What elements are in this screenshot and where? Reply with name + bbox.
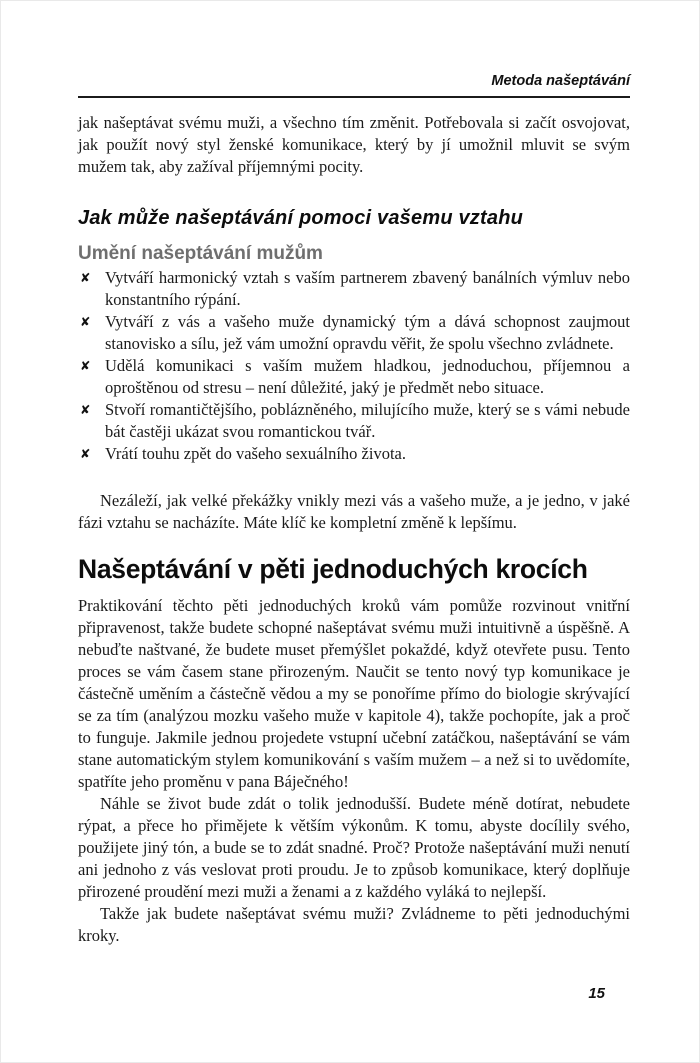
x-bullet-icon: ✘ — [80, 402, 91, 417]
list-item — [78, 399, 630, 443]
running-title: Metoda našeptávání — [491, 73, 630, 89]
list-item-text: Vytváří z vás a vašeho muže dynamický tým a dává schopnost zaujmout stanovisko a sílu, jež vám umožní opravdu věřit, že spolu všechno zvládnete. — [105, 312, 630, 353]
section-heading-how-whispering-helps: Jak může našeptávání pomoci vašemu vztahu — [78, 207, 524, 229]
section-heading-five-steps: Našeptávání v pěti jednoduchých krocích — [78, 554, 588, 584]
intro-paragraph: jak našeptávat svému muži, a všechno tím změnit. Potřebovala si začít osvojovat, jak použít nový styl ženské komunikace, který by jí umožnil mluvit se svým mužem tak, aby zažíval příjemnými pocity. — [78, 113, 630, 176]
paragraph: Náhle se život bude zdát o tolik jednodušší. Budete méně dotírat, nebudete rýpat, a přece ho přimějete k větším výkonům. K tomu, abyste docílily svého, použijete jiný tón, a bude se to zdát snadné. Proč? Protože našeptávání muži nenutí ani jednoho z vás veslovat proti proudu. Je to způsob komunikace, který doplňuje přirozené proudění mezi muži a ženami a z každého vyláká to nejlepší. — [78, 794, 630, 901]
x-bullet-icon: ✘ — [80, 270, 91, 285]
benefits-list — [78, 267, 630, 465]
x-bullet-icon: ✘ — [80, 314, 91, 329]
list-item-text: Udělá komunikaci s vaším mužem hladkou, jednoduchou, příjemnou a oproštěnou od stresu – není důležité, jaký je předmět nebo situace. — [105, 356, 630, 397]
x-bullet-icon: ✘ — [80, 446, 91, 461]
paragraph: Praktikování těchto pěti jednoduchých kroků vám pomůže rozvinout vnitřní připravenost, takže budete schopné našeptávat svému muži intuitivně a úspěšně. A nebuďte naštvané, že budete muset přemýšlet pokaždé, když otevřete pusu. Tento proces se vám časem stane přirozeným. Naučit se tento nový typ komunikace je částečně uměním a částečně vědou a my se ponoříme přímo do biologie skrývající se za tím (analýzou mozku vašeho muže v kapitole 4), takže pochopíte, jak a proč to funguje. Jakmile jednou projedete vstupní učební zatáčkou, našeptávání se vám stane automatickým stylem komunikování s vaším mužem – a než si to uvědomíte, spatříte jeho proměnu v pana Báječného! — [78, 596, 630, 791]
closing-paragraph: Nezáleží, jak velké překážky vnikly mezi vás a vašeho muže, a je jedno, v jaké fázi vztahu se nacházíte. Máte klíč ke kompletní změně k lepšímu. — [78, 491, 630, 532]
list-item-text: Stvoří romantičtějšího, poblázněného, milujícího muže, který se s vámi nebude bát častěji ukázat svou romantickou tvář. — [105, 400, 630, 441]
list-item-text: Vrátí touhu zpět do vašeho sexuálního života. — [105, 444, 406, 463]
page-number: 15 — [588, 985, 605, 1002]
list-item — [78, 267, 630, 311]
subheading-art-of-whispering: Umění našeptávání mužům — [78, 243, 323, 264]
page-content-column — [78, 0, 630, 947]
list-item — [78, 443, 630, 465]
list-item — [78, 355, 630, 399]
x-bullet-icon: ✘ — [80, 358, 91, 373]
running-header — [78, 73, 630, 90]
list-item — [78, 311, 630, 355]
list-item-text: Vytváří harmonický vztah s vaším partnerem zbavený banálních výmluv nebo konstantního rýpání. — [105, 268, 630, 309]
paragraph: Takže jak budete našeptávat svému muži? Zvládneme to pěti jednoduchými kroky. — [78, 904, 630, 945]
header-rule — [78, 96, 630, 98]
